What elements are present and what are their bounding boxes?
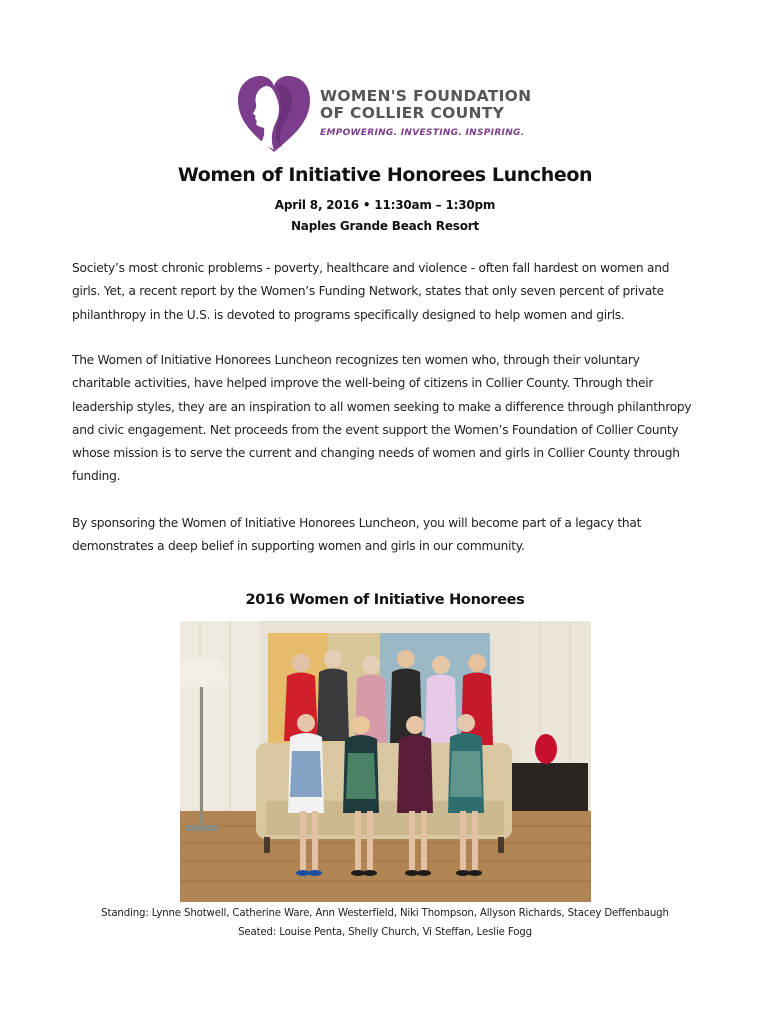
event-venue: Naples Grande Beach Resort <box>290 219 480 233</box>
event-date-time: April 8, 2016 • 11:30am – 1:30pm <box>274 198 496 212</box>
logo-line-1: WOMEN'S FOUNDATION <box>320 87 532 105</box>
event-title: Women of Initiative Honorees Luncheon <box>177 164 593 186</box>
heart-profile-logo-icon <box>236 74 312 154</box>
caption-standing: Standing: Lynne Shotwell, Catherine Ware, Ann Westerfield, Niki Thompson, Allyson Richards, Stacey Deffenbaugh <box>101 908 669 919</box>
body-paragraph-1: Society’s most chronic problems - poverty, healthcare and violence - often fall hardest on women and girls. Yet, a recent report by the Women’s Funding Network, states that only seven percent of private philanthropy in the U.S. is devoted to programs specifically designed to help women and girls. <box>72 261 670 322</box>
logo-tagline: EMPOWERING. INVESTING. INSPIRING. <box>320 128 525 138</box>
body-paragraph-3: By sponsoring the Women of Initiative Honorees Luncheon, you will become part of a legacy that demonstrates a deep belief in supporting women and girls in our community. <box>72 516 642 554</box>
body-paragraph-2: The Women of Initiative Honorees Luncheon recognizes ten women who, through their voluntary charitable activities, have helped improve the well-being of citizens in Collier County. Through their leadership styles, they are an inspiration to all women seeking to make a difference through philanthropy and civic engagement. Net proceeds from the event support the Women’s Foundation of Collier County whose mission is to serve the current and changing needs of women and girls in Collier County through funding. <box>72 353 692 484</box>
caption-seated: Seated: Louise Penta, Shelly Church, Vi Steffan, Leslie Fogg <box>238 927 532 938</box>
foundation-logo <box>236 74 556 158</box>
logo-line-2: OF COLLIER COUNTY <box>320 104 505 122</box>
logo-wordmark <box>320 88 531 138</box>
honorees-group-photo <box>180 621 591 902</box>
honorees-heading: 2016 Women of Initiative Honorees <box>245 592 525 608</box>
group-photo-illustration <box>180 621 591 902</box>
